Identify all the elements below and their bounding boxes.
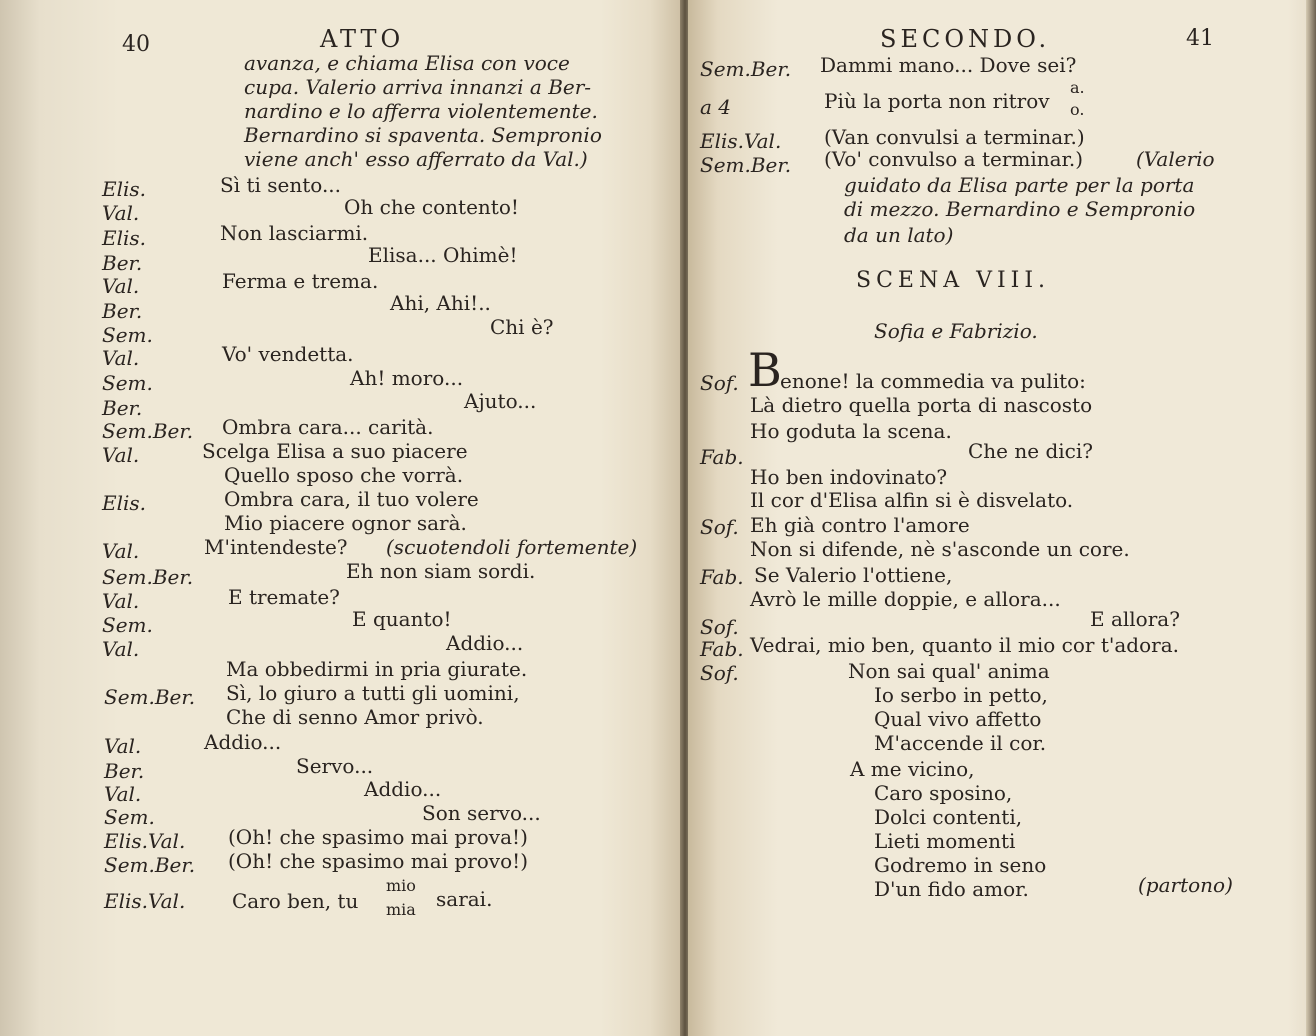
dialogue-line: M'intendeste?: [204, 535, 348, 559]
dialogue-line: Servo...: [296, 754, 374, 778]
dialogue-line: Ahi, Ahi!..: [390, 291, 491, 315]
dialogue-line: Ah! moro...: [350, 366, 464, 390]
dialogue-line: Ho goduta la scena.: [750, 419, 952, 443]
speaker-label: Sem.: [102, 371, 153, 395]
speaker-label: Ber.: [102, 299, 143, 323]
dialogue-line: Ombra cara... carità.: [222, 415, 434, 439]
dialogue-line: Oh che contento!: [344, 195, 519, 219]
dialogue-line: Addio...: [364, 777, 442, 801]
dialogue-line: Godremo in seno: [874, 853, 1047, 877]
dialogue-line: Scelga Elisa a suo piacere: [202, 439, 468, 463]
speaker-label: Elis.Val.: [104, 889, 186, 913]
speaker-label: Fab.: [700, 637, 744, 661]
speaker-label: Sem.: [102, 323, 153, 347]
scene-title: SCENA VIII.: [856, 268, 1051, 293]
speaker-label: Val.: [102, 637, 140, 661]
speaker-label: Sof.: [700, 661, 739, 685]
dialogue-line: Sì, lo giuro a tutti gli uomini,: [226, 681, 520, 705]
speaker-label: Val.: [104, 734, 142, 758]
dialogue-line: Addio...: [446, 631, 524, 655]
stacked-variant-top: mio: [386, 876, 416, 895]
dialogue-line: (Van convulsi a terminar.): [824, 125, 1085, 149]
book-edge-right: [1306, 0, 1316, 1036]
speaker-label: Elis.: [102, 177, 147, 201]
stacked-variant-bottom: mia: [386, 900, 416, 919]
dialogue-line: A me vicino,: [850, 757, 975, 781]
speaker-label: Val.: [102, 539, 140, 563]
dialogue-line: Addio...: [204, 730, 282, 754]
page-number: 41: [1186, 26, 1214, 51]
speaker-label: Sof.: [700, 371, 739, 395]
dialogue-line: Ma obbedirmi in pria giurate.: [226, 657, 528, 681]
stacked-variant-top: a.: [1070, 78, 1085, 97]
speaker-label: Fab.: [700, 445, 744, 469]
dialogue-line: M'accende il cor.: [874, 731, 1047, 755]
speaker-label: Sem.Ber.: [700, 57, 792, 81]
speaker-label: Sem.Ber.: [102, 419, 194, 443]
dialogue-line: Avrò le mille doppie, e allora...: [750, 587, 1061, 611]
speaker-label: Fab.: [700, 565, 744, 589]
speaker-label: Sem.: [104, 805, 155, 829]
dialogue-line: Mio piacere ognor sarà.: [224, 511, 467, 535]
stage-direction-inline: (scuotendoli fortemente): [386, 535, 638, 559]
speaker-label: Val.: [102, 201, 140, 225]
speaker-label: Sem.Ber.: [104, 853, 196, 877]
dialogue-line: Caro sposino,: [874, 781, 1013, 805]
dialogue-line: Chi è?: [490, 315, 554, 339]
dialogue-line: Dammi mano... Dove sei?: [820, 53, 1077, 77]
speaker-label: Val.: [104, 782, 142, 806]
stacked-variant-bottom: o.: [1070, 100, 1085, 119]
direction-line: di mezzo. Bernardino e Sempronio: [844, 197, 1196, 221]
dialogue-line: (Oh! che spasimo mai prova!): [228, 825, 528, 849]
dialogue-line: (Vo' convulso a terminar.): [824, 147, 1084, 171]
right-page: [688, 0, 1316, 1036]
dialogue-line: Che di senno Amor privò.: [226, 705, 484, 729]
dialogue-line: Eh non siam sordi.: [346, 559, 536, 583]
speaker-label: Val.: [102, 589, 140, 613]
dialogue-line: E quanto!: [352, 607, 452, 631]
speaker-label: Val.: [102, 346, 140, 370]
speaker-label: Val.: [102, 443, 140, 467]
speaker-label: Ber.: [102, 251, 143, 275]
speaker-label: Sof.: [700, 515, 739, 539]
dialogue-line: Caro ben, tu: [232, 889, 359, 913]
dialogue-line: Che ne dici?: [968, 439, 1093, 463]
dialogue-line: Là dietro quella porta di nascosto: [750, 393, 1093, 417]
dialogue-line: enone! la commedia va pulito:: [780, 369, 1086, 393]
speaker-label: Sem.Ber.: [700, 153, 792, 177]
dialogue-line: Dolci contenti,: [874, 805, 1023, 829]
dialogue-line: Lieti momenti: [874, 829, 1016, 853]
speaker-label: a 4: [700, 95, 732, 119]
dialogue-line: Vedrai, mio ben, quanto il mio cor t'adora.: [750, 633, 1179, 657]
direction-line: Bernardino si spaventa. Sempronio: [244, 123, 602, 147]
speaker-label: Sem.Ber.: [102, 565, 194, 589]
speaker-label: Elis.Val.: [104, 829, 186, 853]
running-head: SECONDO.: [880, 25, 1051, 53]
dialogue-line: Non sai qual' anima: [848, 659, 1050, 683]
dialogue-line: Ho ben indovinato?: [750, 465, 948, 489]
dialogue-line: Vo' vendetta.: [222, 342, 354, 366]
dialogue-line: Il cor d'Elisa alfin si è disvelato.: [750, 488, 1074, 512]
dialogue-line: E allora?: [1090, 607, 1180, 631]
speaker-label: Elis.: [102, 491, 147, 515]
dialogue-line: Più la porta non ritrov: [824, 89, 1050, 113]
speaker-label: Elis.: [102, 226, 147, 250]
dialogue-line: sarai.: [436, 887, 493, 911]
dialogue-line: D'un fido amor.: [874, 877, 1029, 901]
dialogue-line: (Oh! che spasimo mai provo!): [228, 849, 528, 873]
dialogue-line: E tremate?: [228, 585, 340, 609]
speaker-label: Sem.Ber.: [104, 685, 196, 709]
page-number: 40: [122, 32, 150, 57]
stage-direction-inline: (Valerio: [1136, 147, 1215, 171]
dialogue-line: Sì ti sento...: [220, 173, 342, 197]
dialogue-line: Ajuto...: [464, 389, 537, 413]
direction-line: viene anch' esso afferrato da Val.): [244, 147, 588, 171]
dialogue-line: Non lasciarmi.: [220, 221, 369, 245]
speaker-label: Sem.: [102, 613, 153, 637]
speaker-label: Ber.: [102, 396, 143, 420]
dialogue-line: Qual vivo affetto: [874, 707, 1042, 731]
speaker-label: Val.: [102, 274, 140, 298]
direction-line: nardino e lo afferra violentemente.: [244, 99, 598, 123]
dialogue-line: Io serbo in petto,: [874, 683, 1048, 707]
dialogue-line: Se Valerio l'ottiene,: [754, 563, 953, 587]
speaker-label: Sof.: [700, 615, 739, 639]
drop-cap: B: [748, 343, 782, 397]
dialogue-line: Non si difende, nè s'asconde un core.: [750, 537, 1130, 561]
dialogue-line: Ferma e trema.: [222, 269, 379, 293]
dialogue-line: Ombra cara, il tuo volere: [224, 487, 479, 511]
speaker-label: Elis.Val.: [700, 129, 782, 153]
dialogue-line: Elisa... Ohimè!: [368, 243, 518, 267]
scene-characters: Sofia e Fabrizio.: [874, 319, 1038, 343]
dialogue-line: Quello sposo che vorrà.: [224, 463, 464, 487]
direction-line: avanza, e chiama Elisa con voce: [244, 51, 570, 75]
running-head: ATTO: [320, 25, 405, 53]
dialogue-line: Son servo...: [422, 801, 541, 825]
dialogue-line: Eh già contro l'amore: [750, 513, 970, 537]
speaker-label: Ber.: [104, 759, 145, 783]
direction-line: guidato da Elisa parte per la porta: [844, 173, 1195, 197]
stage-direction-inline: (partono): [1138, 873, 1233, 897]
direction-line: cupa. Valerio arriva innanzi a Ber-: [244, 75, 592, 99]
direction-line: da un lato): [844, 223, 954, 247]
